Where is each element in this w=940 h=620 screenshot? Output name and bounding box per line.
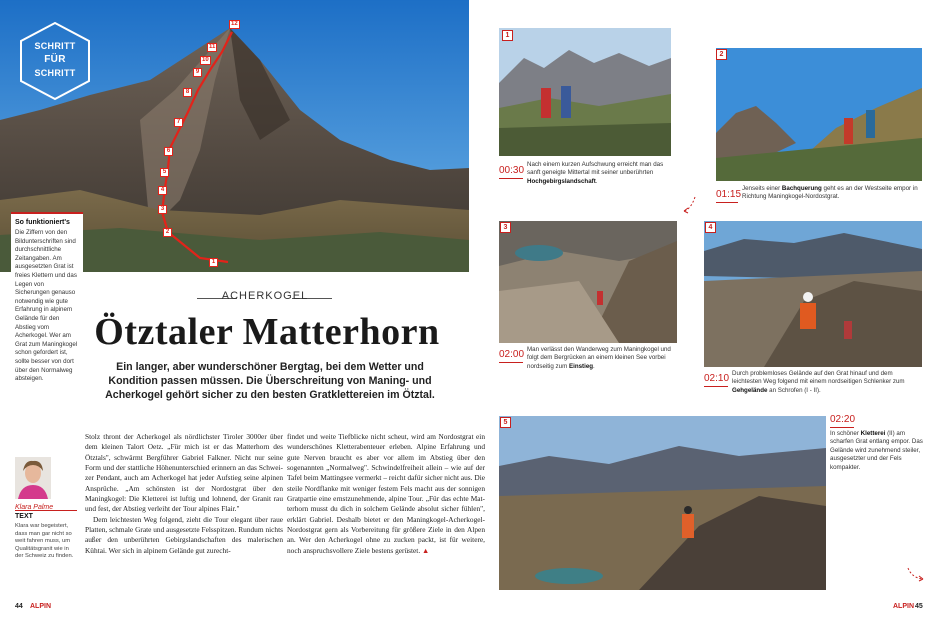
author-name: Klara Palme [15,504,54,511]
author-bio: Klara war begeistert, dass man gar nicht so weit fahren muss, um Qualitätsgranit wie in der Schweiz zu finden. [15,523,74,560]
step-4-time: 02:10 [704,373,730,384]
step-1-number: 1 [502,30,513,41]
step-1-caption: Nach einem kurzen Aufschwung erreicht man das sanft geneigte Mittertal mit seiner unberührten Hochgebirgslandschaft. [527,161,664,185]
route-marker: 4 [158,186,167,195]
brand-left: ALPIN [30,603,51,610]
step-2-rule [716,202,738,203]
step-4-rule [704,386,728,387]
route-marker: 6 [164,147,173,156]
article-lead: Ein langer, aber wunderschöner Bergtag, bei dem Wetter und Kondition passen müssen. Die Überschreitung von Maning- und Acherkogel gehört sicher zu den besten Gratklettereien im Ötztal. [105,361,435,401]
schritt-fuer-schritt-badge [14,20,96,102]
step-3-rule [499,362,523,363]
step-5-time: 02:20 [830,414,856,425]
step-2-photo [716,48,922,181]
route-marker: 12 [231,21,238,27]
step-5-number: 5 [500,417,511,428]
step-1-time: 00:30 [499,165,525,176]
badge-line-1: SCHRITT [34,41,76,51]
step-3-time: 02:00 [499,349,525,360]
route-marker: 10 [202,57,209,63]
body-paragraph [287,432,485,556]
body-paragraph: Stolz thront der Acherkogel als nördlichster Tiroler 3000er über dem kleinen Talort Oetz. „Für mich ist er das Matterhorn des Ötztals", schwärmt Bergführer Gabriel Falkner. Nicht nur seine Form und der stattliche Höhenunterschied erinnern an das Schweizer Pendant, auch am Acherkogel hat jeder Aufstieg seine alpinen Ansprüche. „Am schönsten ist der Nordostgrat über den Maningkogel: Die Kletterei ist luftig und lohnend, der Granit rau und fest, der Abstieg verleiht der Tour alpines Flair." [85,432,283,514]
page-number-left: 44 [15,603,23,610]
author-photo [15,457,51,499]
end-mark: ▲ [422,545,430,555]
step-4-photo [704,221,922,367]
howto-box [11,212,83,402]
page-number-right: 45 [915,603,923,610]
step-4-number: 4 [705,222,716,233]
flow-arrow-icon [681,195,697,215]
badge-line-3: SCHRITT [34,68,76,78]
badge-line-2: FÜR [44,54,66,65]
step-4-caption: Durch problemloses Gelände auf den Grat hinauf und dem leichtesten Weg folgend mit einem nordseitigen Schlenker zum Gehgelände an Schrofen (I - II). [732,370,905,394]
step-2-number: 2 [716,49,727,60]
step-2-caption: Jenseits einer Bachquerung geht es an der Westseite empor in Richtung Maningkogel-Nordostgrat. [742,185,918,201]
author-role: TEXT [15,513,33,520]
route-marker: 7 [174,118,183,127]
route-marker: 2 [163,228,172,237]
step-3-caption: Man verlässt den Wanderweg zum Maningkogel und folgt dem Bergrücken an einem kleinen See vorbei nordseitig zum Einstieg. [527,346,671,370]
body-column-1 [85,432,283,556]
route-marker: 9 [193,68,202,77]
route-marker: 3 [158,205,167,214]
kicker: ACHERKOGEL [221,290,309,302]
step-1-rule [499,178,523,179]
step-2-time: 01:15 [716,189,742,200]
step-3-number: 3 [500,222,511,233]
step-1-photo [499,28,671,156]
brand-right: ALPIN [893,603,914,610]
body-text: findet und weite Tiefblicke nicht scheut, wird am Nordostgrat ein wunderschönes Kletterabenteuer erleben. Alpine Erfahrung und gute Nerven braucht es aber vor allem im Abstieg über den sogenannten „Normalweg". Schwindelfreiheit allein – wie auf der Tafel beim Mattingsee vermerkt – reicht dafür sicher nicht aus. Die steile Nordflanke mit weniger festem Fels macht aus der sonnigen Gratpartie eine ernstzunehmende, alpine Tour. „Für das echte Matterhorn musst du dich in solchem Gelände absolut sicher fühlen", erklärt Gabriel. Deshalb bietet er den Maningkogel-Acherkogel-Nordostgrat gern als Vorbereitung für größere Ziele in den Alpen an. Wer den Acherkogel ohne zu zucken packt, ist für weitere, noch anspruchsvollere Ziele bestens gerüstet. [287,432,485,555]
route-marker: 11 [209,44,216,50]
article-title: Ötztaler Matterhorn [94,311,440,353]
body-column-2 [287,432,485,556]
step-3-photo [499,221,677,343]
continue-arrow-icon [906,566,926,582]
route-marker: 8 [183,88,192,97]
howto-heading: So funktioniert's [15,219,70,226]
body-paragraph: Dem leichtesten Weg folgend, zieht die Tour elegant über raue Platten, schmale Grate und ausgesetzte Felsspitzen. Rundum nichts außer den unberührten Gebirgslandschaften des malerischen Kühtai. Wer sich in alpinem Gelände gut zurecht- [85,514,283,555]
step-5-caption: In schöner Kletterei (II) am scharfen Grat entlang empor. Das Gelände wird zunehmend steiler, ausgesetzter und der Fels kompakter. [830,430,923,471]
route-marker: 5 [160,168,169,177]
step-5-photo [499,416,826,590]
step-5-rule [830,427,854,428]
route-marker: 1 [209,258,218,267]
howto-body: Die Ziffern von den Bildunterschriften sind durchschnittliche Zeitangaben. Am ausgesetzten Grat ist freies Klettern und das Legen von Sicherungen genauso notwendig wie gute Erfahrung in alpinem Gelände für den Abstieg vom Acherkogel. Wer am Grat zum Maningkogel schon gefordert ist, sollte besser von dort über den Normalweg absteigen. [15,229,78,383]
